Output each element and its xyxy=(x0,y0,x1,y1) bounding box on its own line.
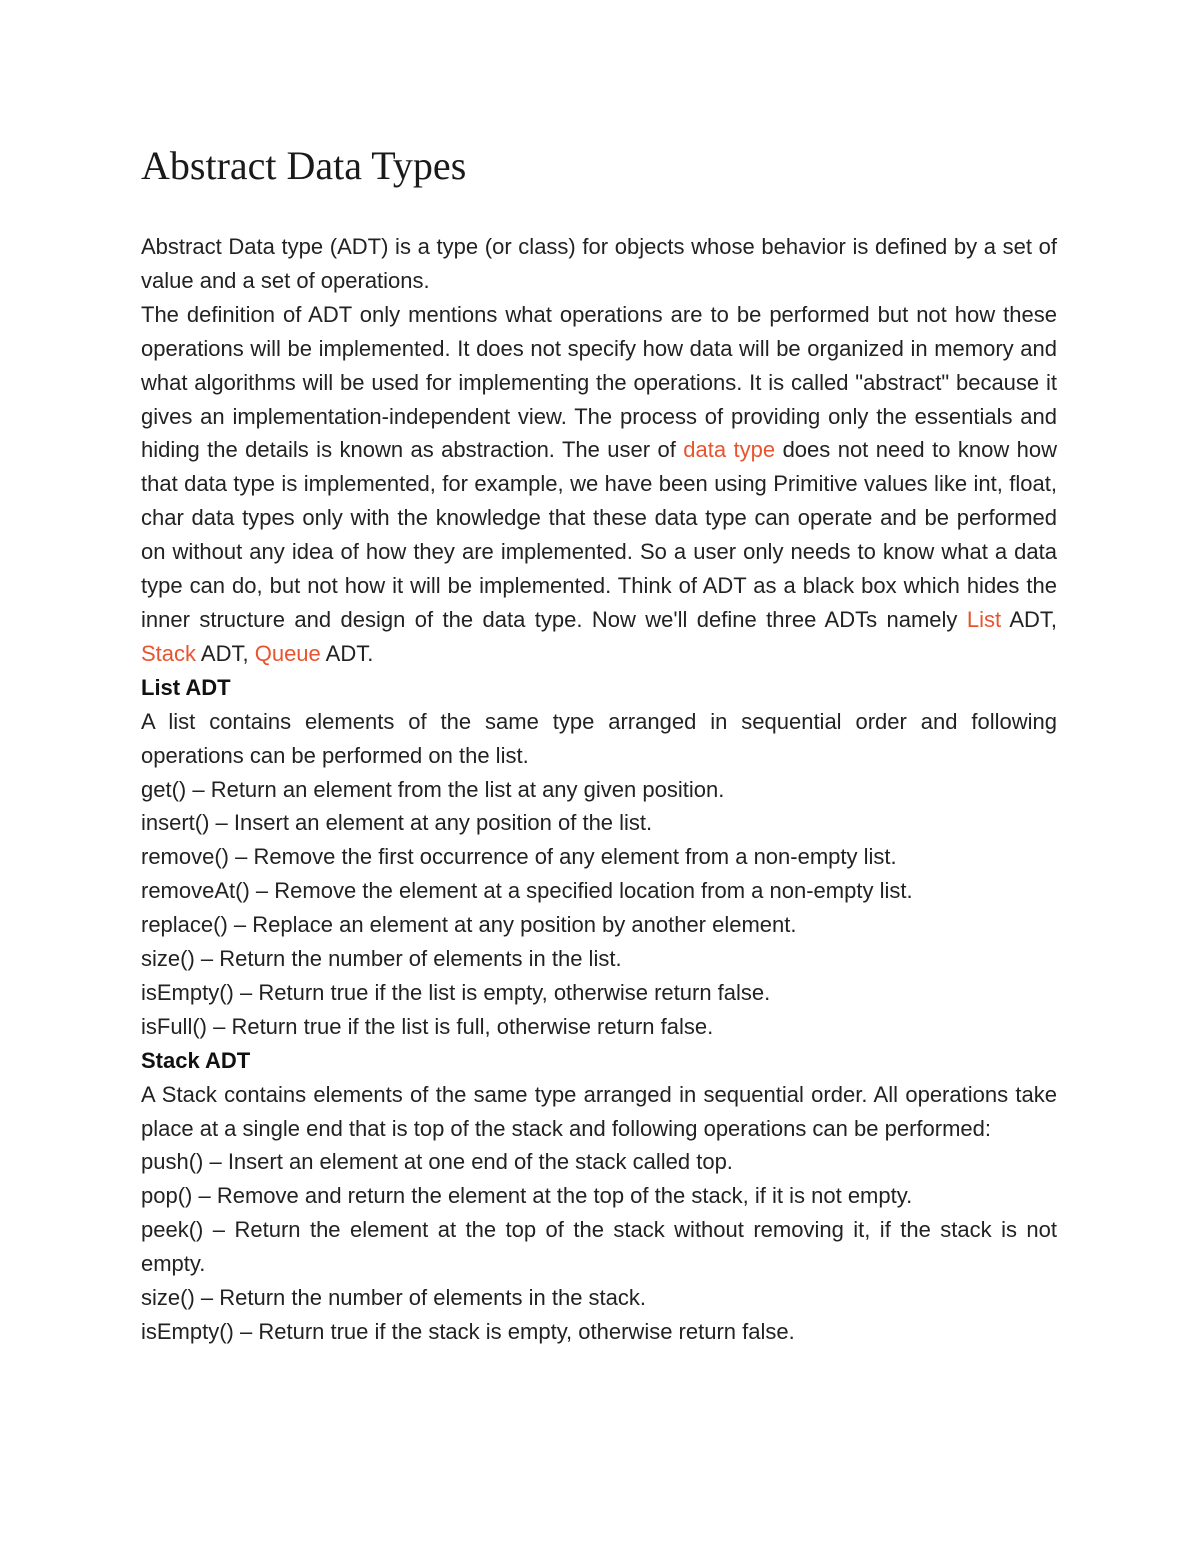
list-operation-replace: replace() – Replace an element at any position by another element. xyxy=(141,912,797,938)
list-adt-heading: List ADT xyxy=(141,674,231,700)
document-page xyxy=(141,140,1057,1349)
list-operation-size: size() – Return the number of elements in the list. xyxy=(141,946,622,972)
list-operation-removeat: removeAt() – Remove the element at a specified location from a non-empty list. xyxy=(141,878,913,904)
intro-paragraph-1: Abstract Data type (ADT) is a type (or class) for objects whose behavior is defined by a set of value and a set of operations. xyxy=(141,234,1057,293)
intro-end: ADT. xyxy=(320,640,374,666)
stack-operation-push: push() – Insert an element at one end of the stack called top. xyxy=(141,1149,733,1175)
stack-operation-isempty: isEmpty() – Return true if the stack is empty, otherwise return false. xyxy=(141,1319,795,1344)
intro-separator-2: ADT, xyxy=(196,640,255,666)
intro-text-before-link: The definition of ADT only mentions what operations are to be performed but not how these operations will be implemented. It does not specify how data will be organized in memory and what algorithms will be used for implementing the operations. It is called "abstract" because it gives an implementation-independent view. The process of providing only the essentials and hiding the details is known as abstraction. The user of xyxy=(141,301,1057,463)
stack-operation-peek: peek() – Return the element at the top of the stack without removing it, if the stack is not empty. xyxy=(141,1217,1057,1277)
list-operation-get: get() – Return an element from the list at any given position. xyxy=(141,776,725,802)
intro-text-after-link: does not need to know how that data type is implemented, for example, we have been using Primitive values like int, float, char data types only with the knowledge that these data type can operate and be performed on without any idea of how they are implemented. So a user only needs to know what a data type can do, but not how it will be implemented. Think of ADT as a black box which hides the inner structure and design of the data type. Now we'll define three ADTs namely xyxy=(141,437,1058,632)
stack-adt-heading: Stack ADT xyxy=(141,1047,251,1073)
queue-link[interactable]: Queue xyxy=(254,640,321,666)
list-operation-insert: insert() – Insert an element at any position of the list. xyxy=(141,810,653,836)
data-type-link[interactable]: data type xyxy=(683,437,776,463)
list-operation-remove: remove() – Remove the first occurrence of any element from a non-empty list. xyxy=(141,844,897,870)
stack-link[interactable]: Stack xyxy=(141,640,197,666)
stack-operation-pop: pop() – Remove and return the element at the top of the stack, if it is not empty. xyxy=(141,1183,913,1209)
stack-operation-size: size() – Return the number of elements in the stack. xyxy=(141,1285,647,1311)
intro-paragraph-2 xyxy=(141,298,1057,671)
list-operation-isempty: isEmpty() – Return true if the list is empty, otherwise return false. xyxy=(141,979,771,1005)
list-link[interactable]: List xyxy=(966,606,1002,632)
list-operation-isfull: isFull() – Return true if the list is full, otherwise return false. xyxy=(141,1013,714,1039)
intro-separator-1: ADT, xyxy=(1001,606,1057,632)
stack-adt-description: A Stack contains elements of the same type arranged in sequential order. All operations take place at a single end that is top of the stack and following operations can be performed: xyxy=(141,1081,1057,1141)
document-title: Abstract Data Types xyxy=(141,143,467,188)
list-adt-description: A list contains elements of the same type arranged in sequential order and following operations can be performed on the list. xyxy=(141,708,1057,768)
